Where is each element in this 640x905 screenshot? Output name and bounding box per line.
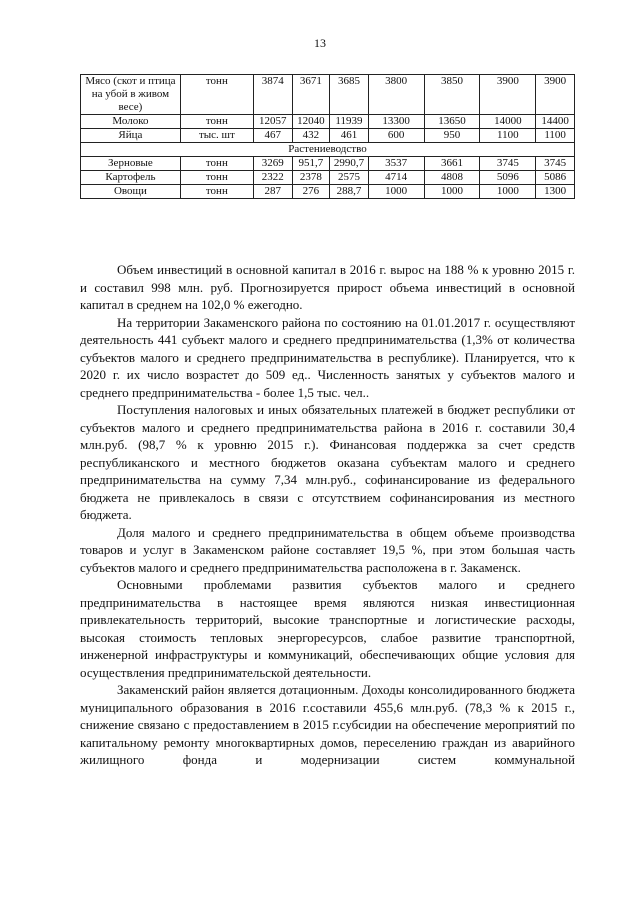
table-cell: 3874 xyxy=(253,75,292,115)
section-heading: Растениеводство xyxy=(81,143,575,157)
table-cell: 288,7 xyxy=(330,185,369,199)
row-name: Овощи xyxy=(81,185,181,199)
table-row xyxy=(81,185,575,199)
table-cell: 276 xyxy=(292,185,330,199)
table-cell: 14000 xyxy=(480,115,536,129)
table-cell: 3850 xyxy=(424,75,480,115)
table-cell: 3900 xyxy=(480,75,536,115)
table-cell: 13650 xyxy=(424,115,480,129)
table-cell: 1100 xyxy=(536,129,575,143)
table-cell: 3671 xyxy=(292,75,330,115)
row-name: Зерновые xyxy=(81,157,181,171)
table-row xyxy=(81,75,575,115)
table-cell: 2575 xyxy=(330,171,369,185)
table-row xyxy=(81,171,575,185)
row-unit: тыс. шт xyxy=(180,129,253,143)
row-unit: тонн xyxy=(180,157,253,171)
row-unit: тонн xyxy=(180,115,253,129)
table-cell: 5086 xyxy=(536,171,575,185)
table-cell: 2322 xyxy=(253,171,292,185)
table-cell: 14400 xyxy=(536,115,575,129)
table-cell: 1000 xyxy=(480,185,536,199)
table-cell: 12057 xyxy=(253,115,292,129)
table-cell: 3537 xyxy=(368,157,424,171)
table-row xyxy=(81,115,575,129)
paragraph-investments: Объем инвестиций в основной капитал в 2016 г. вырос на 188 % к уровню 2015 г. и составил 998 млн. руб. Прогнозируется прирост объема инвестиций в основной капитал в среднем на 102,0 % ежегодно. xyxy=(80,262,575,312)
paragraph-problems: Основными проблемами развития субъектов малого и среднего предпринимательства в настоящее время являются низкая инвестиционная привлекательность территорий, высокие транспортные и логистические расходы, высокая стоимость тепловых энергоресурсов, слабое развитие транспортной, инженерной инфраструктуры и коммуникаций, обеспечивающих общие условия для осуществления предпринимательской деятельности. xyxy=(80,577,575,680)
production-table xyxy=(80,74,575,199)
table-cell: 461 xyxy=(330,129,369,143)
row-unit: тонн xyxy=(180,171,253,185)
table-row xyxy=(81,157,575,171)
page-number: 13 xyxy=(314,36,326,50)
row-name: Картофель xyxy=(81,171,181,185)
table-row xyxy=(81,129,575,143)
table-cell: 3661 xyxy=(424,157,480,171)
table-cell: 3800 xyxy=(368,75,424,115)
table-cell: 1100 xyxy=(480,129,536,143)
table-cell: 4808 xyxy=(424,171,480,185)
table-cell: 287 xyxy=(253,185,292,199)
paragraph-business-share: Доля малого и среднего предпринимательства в общем объеме производства товаров и услуг в Закаменском районе составляет 19,5 %, при этом большая часть субъектов малого и среднего предпринимательства расположена в г. Закаменск. xyxy=(80,524,575,575)
table-cell: 5096 xyxy=(480,171,536,185)
row-name: Молоко xyxy=(81,115,181,129)
table-cell: 950 xyxy=(424,129,480,143)
table-cell: 3269 xyxy=(253,157,292,171)
row-name: Мясо (скот и птица на убой в живом весе) xyxy=(81,75,181,115)
paragraph-tax-payments: Поступления налоговых и иных обязательных платежей в бюджет республики от субъектов малого и среднего предпринимательства района в 2016 г. составили 30,4 млн.руб. (98,7 % к уровню 2015 г.). Финансовая поддержка за счет средств республиканского и местного бюджетов оказана субъектам малого и среднего предпринимательства на сумму 7,34 млн.руб., софинансирование из федерального бюджета не привлекалось в связи с отсутствием софинансирования из местного бюджета. xyxy=(80,402,575,522)
table-cell: 3745 xyxy=(536,157,575,171)
table-cell: 1300 xyxy=(536,185,575,199)
table-cell: 13300 xyxy=(368,115,424,129)
body-text xyxy=(80,261,575,769)
row-name: Яйца xyxy=(81,129,181,143)
table-cell: 951,7 xyxy=(292,157,330,171)
table-cell: 4714 xyxy=(368,171,424,185)
paragraph-small-business-count: На территории Закаменского района по состоянию на 01.01.2017 г. осуществляют деятельность 441 субъект малого и среднего предпринимательства (1,3% от количества субъектов малого и среднего предпринимательства в республике). Планируется, что к 2020 г. их число возрастет до 509 ед.. Численность занятых у субъектов малого и среднего предпринимательства - более 1,5 тыс. чел.. xyxy=(80,314,575,400)
table-cell: 1000 xyxy=(424,185,480,199)
table-cell: 3685 xyxy=(330,75,369,115)
table-cell: 3745 xyxy=(480,157,536,171)
table-cell: 1000 xyxy=(368,185,424,199)
table-cell: 432 xyxy=(292,129,330,143)
table-cell: 3900 xyxy=(536,75,575,115)
table-cell: 12040 xyxy=(292,115,330,129)
table-cell: 467 xyxy=(253,129,292,143)
table-cell: 11939 xyxy=(330,115,369,129)
row-unit: тонн xyxy=(180,185,253,199)
table-cell: 2990,7 xyxy=(330,157,369,171)
table-cell: 600 xyxy=(368,129,424,143)
row-unit: тонн xyxy=(180,75,253,115)
table-cell: 2378 xyxy=(292,171,330,185)
table-section-row xyxy=(81,143,575,157)
paragraph-budget: Закаменский район является дотационным. Доходы консолидированного бюджета муниципального образования в 2016 г.составили 455,6 млн.руб. (78,3 % к 2015 г., снижение связано с предоставлением в 2015 г.субсидии на обеспечение мероприятий по капитальному ремонту многоквартирных домов, переселению граждан из аварийного жилищного фонда и модернизации систем коммунальной xyxy=(80,682,575,767)
